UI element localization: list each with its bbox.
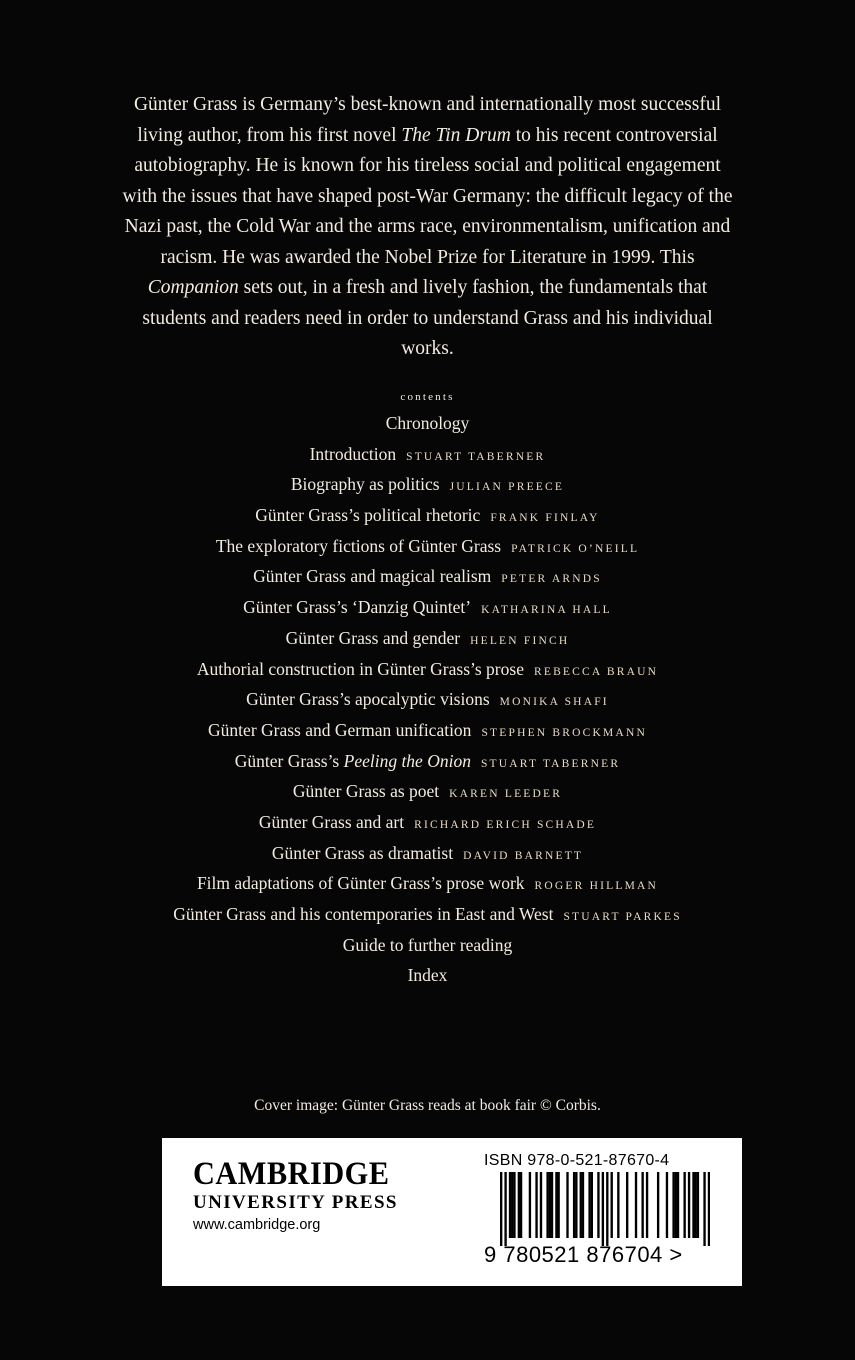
entry-author: KATHARINA HALL <box>481 604 612 617</box>
contents-entry <box>0 654 855 685</box>
entry-title: Günter Grass’s political rhetoric <box>255 505 481 526</box>
barcode-bar <box>573 1172 575 1238</box>
barcode-bar <box>641 1172 643 1238</box>
barcode-bar <box>692 1172 694 1238</box>
barcode-bar <box>606 1172 608 1246</box>
publisher-subtitle: UNIVERSITY PRESS <box>193 1192 398 1213</box>
barcode-bar <box>518 1172 520 1238</box>
barcode-bar <box>683 1172 685 1238</box>
barcode-image <box>500 1172 710 1246</box>
barcode-panel <box>162 1138 742 1286</box>
barcode-bar <box>513 1172 515 1238</box>
entry-title: Introduction <box>309 443 397 464</box>
barcode-bar <box>540 1172 542 1238</box>
contents-entry <box>0 807 855 838</box>
barcode-bar <box>675 1172 677 1238</box>
barcode-bar <box>708 1172 710 1246</box>
barcode-bar <box>504 1172 506 1246</box>
cover-image-credit: Cover image: Günter Grass reads at book fair © Corbis. <box>254 1097 601 1114</box>
blurb-novel-title: The Tin Drum <box>401 124 511 146</box>
blurb-text-3: sets out, in a fresh and lively fashion, the fundamentals that students and readers need in order to understand Grass and his individual works. <box>142 277 713 359</box>
entry-author: STUART PARKES <box>563 911 682 923</box>
barcode-bar <box>535 1172 537 1238</box>
contents-entry <box>0 561 855 592</box>
contents-entry <box>0 899 855 930</box>
barcode-bar <box>611 1172 613 1238</box>
barcode-bar <box>597 1172 599 1238</box>
back-cover-blurb <box>120 90 735 365</box>
entry-author: PETER ARNDS <box>501 573 602 586</box>
barcode-bar <box>557 1172 559 1238</box>
blurb-text-1: Günter Grass is Germany’s best-known and internationally most successful living author, from his first novel <box>133 94 722 146</box>
entry-title: Günter Grass and his contemporaries in East and West <box>173 904 554 924</box>
entry-author: STUART TABERNER <box>406 450 546 463</box>
barcode-bar <box>566 1172 568 1238</box>
entry-author: REBECCA BRAUN <box>533 665 659 678</box>
entry-title: Günter Grass’s <box>234 750 344 771</box>
barcode-bar <box>582 1172 584 1238</box>
barcode-bar <box>657 1172 659 1238</box>
contents-entry <box>0 715 855 746</box>
entry-title: Günter Grass and art <box>258 811 405 832</box>
publisher-name: CAMBRIDGE <box>193 1156 390 1192</box>
barcode-bar <box>511 1172 513 1238</box>
entry-author: HELEN FINCH <box>470 634 570 647</box>
contents-list <box>0 386 855 991</box>
barcode-bar <box>555 1172 557 1238</box>
contents-entry <box>0 746 855 777</box>
entry-author: ROGER HILLMAN <box>534 880 659 893</box>
barcode-bar <box>520 1172 522 1238</box>
entry-author: STUART TABERNER <box>480 757 621 770</box>
entry-author: PATRICK O’NEILL <box>511 542 640 555</box>
barcode-bar <box>549 1172 551 1238</box>
contents-entry <box>0 408 855 439</box>
entry-title: Index <box>407 965 448 986</box>
barcode-bar <box>509 1172 511 1238</box>
barcode-bar <box>672 1172 674 1238</box>
entry-author: RICHARD ERICH SCHADE <box>414 818 597 831</box>
contents-entry <box>0 776 855 807</box>
entry-title: Günter Grass as poet <box>292 781 440 802</box>
barcode-bar <box>697 1172 699 1238</box>
entry-title: Günter Grass and gender <box>285 627 461 648</box>
barcode-bar <box>588 1172 590 1238</box>
barcode-bar <box>646 1172 648 1238</box>
contents-entry <box>0 531 855 562</box>
entry-author: STEPHEN BROCKMANN <box>481 726 647 739</box>
contents-entry <box>0 960 855 991</box>
barcode-bar <box>695 1172 697 1238</box>
isbn-label: ISBN 978-0-521-87670-4 <box>484 1152 670 1169</box>
entry-author: FRANK FINLAY <box>490 512 600 525</box>
blurb-text-2: to his recent controversial autobiography. He is known for his tireless social and political engagement with the issues that have shaped post-War Germany: the difficult legacy of the Nazi past, the Cold War and the arms race, environmentalism, unification and racism. He was awarded the Nobel Prize for Literature in 1999. This <box>122 124 733 268</box>
contents-entry <box>0 500 855 531</box>
contents-entry <box>0 623 855 654</box>
barcode-bar <box>626 1172 628 1238</box>
contents-entry <box>0 838 855 869</box>
barcode-bar <box>546 1172 548 1238</box>
barcode-bar <box>703 1172 705 1246</box>
barcode-bar <box>500 1172 502 1246</box>
entry-title: Günter Grass’s apocalyptic visions <box>246 689 490 710</box>
barcode-bar <box>575 1172 577 1238</box>
blurb-companion-title: Companion <box>147 277 239 298</box>
contents-entry <box>0 469 855 500</box>
barcode-bar <box>677 1172 679 1238</box>
entry-title: Günter Grass’s ‘Danzig Quintet’ <box>243 597 472 618</box>
entry-title: Günter Grass and German unification <box>208 719 472 740</box>
entry-author: MONIKA SHAFI <box>499 696 609 709</box>
entry-title: Chronology <box>385 413 470 433</box>
entry-title: Guide to further reading <box>342 934 513 955</box>
entry-title-italic: Peeling the Onion <box>343 750 471 771</box>
barcode-bar <box>529 1172 531 1238</box>
barcode-bar <box>666 1172 668 1238</box>
entry-title: Authorial construction in Günter Grass’s prose <box>196 658 524 679</box>
barcode-bar <box>635 1172 637 1238</box>
entry-title: Film adaptations of Günter Grass’s prose work <box>196 873 525 894</box>
entry-title: Günter Grass and magical realism <box>253 566 492 587</box>
contents-entry <box>0 592 855 623</box>
barcode-digits: 9 780521 876704 > <box>484 1242 683 1267</box>
barcode-bar <box>591 1172 593 1238</box>
contents-entry <box>0 868 855 899</box>
entry-title: Biography as politics <box>290 474 440 495</box>
contents-entry <box>0 684 855 715</box>
contents-heading: contents <box>400 391 455 403</box>
entry-title: Günter Grass as dramatist <box>271 842 454 863</box>
entry-title: The exploratory fictions of Günter Grass <box>215 535 502 556</box>
barcode-bar <box>551 1172 553 1238</box>
barcode-bar <box>688 1172 690 1238</box>
entry-author: DAVID BARNETT <box>463 849 584 862</box>
barcode-bar <box>617 1172 619 1238</box>
entry-author: JULIAN PREECE <box>449 481 565 494</box>
contents-entry <box>0 930 855 961</box>
contents-entry <box>0 439 855 470</box>
publisher-logo <box>193 1156 423 1236</box>
publisher-url: www.cambridge.org <box>193 1217 321 1233</box>
contents-entries <box>0 408 855 991</box>
entry-author: KAREN LEEDER <box>449 788 563 801</box>
barcode-bar <box>602 1172 604 1246</box>
barcode-bar <box>580 1172 582 1238</box>
